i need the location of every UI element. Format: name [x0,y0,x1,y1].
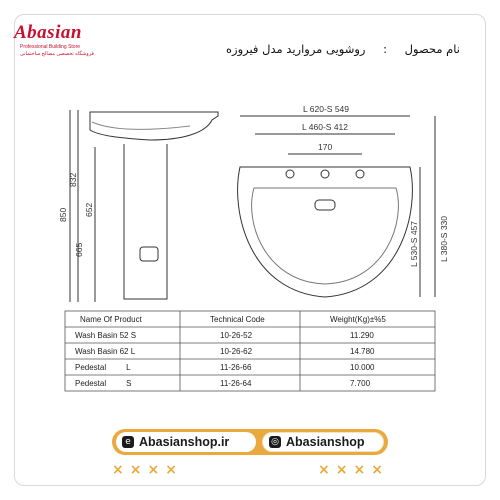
dim-depth-inner: L 530-S 457 [409,221,419,267]
logo-subtitle-fa: فروشگاه تخصصی مصالح ساختمانی [20,51,94,57]
pedestal-side [124,144,167,299]
table-header-weight: Weight(Kg)±%5 [330,315,386,324]
table-row-0-name: Wash Basin 52 S [75,331,137,340]
dim-mid-width: L 460-S 412 [302,122,348,132]
product-name-row [226,42,460,56]
table-row-3-weight: 7.700 [350,379,371,388]
dim-652: 652 [84,202,94,217]
dim-tap-spacing: 170 [318,142,333,152]
table-row-1-code: 10-26-62 [220,347,253,356]
product-label: نام محصول [404,42,460,56]
tap-hole-center [321,170,329,178]
brand-logo [6,22,98,62]
technical-drawing [40,92,460,402]
overflow-slot [315,200,335,210]
table-row-0-weight: 11.290 [350,331,374,340]
product-value: روشویی مروارید مدل فیروزه [225,42,366,56]
website-text: Abasianshop.ir [139,435,230,449]
instagram-text: Abasianshop [286,435,365,449]
basin-top-inner [252,188,399,284]
table-row-2-name: Pedestal L [75,363,131,372]
instagram-icon: ◎ [269,436,281,448]
e-icon: e [122,436,134,448]
dim-850: 850 [58,207,68,222]
table-header-code: Technical Code [210,315,265,324]
dim-top-width: L 620-S 549 [303,104,349,114]
table-row-1-name: Wash Basin 62 L [75,347,136,356]
table-row-3-name: Pedestal S [75,379,132,388]
pedestal-hole [140,247,158,261]
table-row-2-weight: 10.000 [350,363,375,372]
dim-665: 665 [74,242,84,257]
table-header-name: Name Of Product [80,315,142,324]
dim-depth-outer: L 380-S 330 [439,216,449,262]
instagram-link[interactable] [262,432,384,452]
table-row-3-code: 11-26-64 [220,379,252,388]
website-link[interactable] [116,432,256,452]
separator-colon: : [383,42,387,56]
basin-top-outline [238,167,413,297]
table-row-1-weight: 14.780 [350,347,375,356]
top-view [238,116,435,297]
table-row-2-code: 11-26-66 [220,363,252,372]
logo-subtitle: Professional Building Store [20,44,81,50]
decoration-right: ×××× [318,462,389,478]
dim-832: 832 [68,172,78,187]
table-row-0-code: 10-26-52 [220,331,253,340]
basin-side-inner [92,122,190,129]
basin-side-outline [90,112,218,140]
decoration-left: ×××× [112,462,183,478]
footer-bar [112,429,388,455]
tap-hole-right [356,170,364,178]
tap-hole-left [286,170,294,178]
logo-text: Abasian [14,22,82,43]
